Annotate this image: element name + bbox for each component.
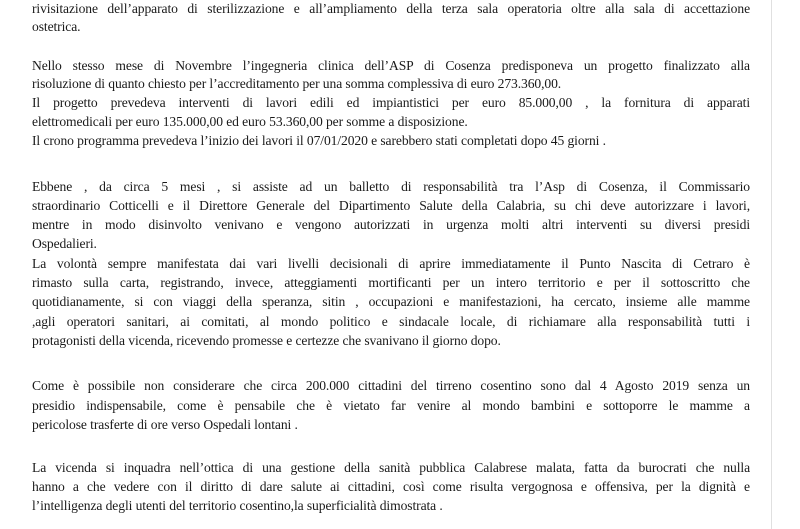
paragraph-3-line-1: Ebbene , da circa 5 mesi , si assiste ad un balletto di responsabilità tra l’Asp di Cosenza, il Commissario [32,179,750,194]
paragraph-1-line-1: rivisitazione dell’apparato di sterilizzazione e all’ampliamento della terza sala operatoria oltre alla sala di accettazione [32,1,750,16]
paragraph-3-line-6: rimasto sulla carta, registrando, invece, atteggiamenti mortificanti per un intero territorio e per il sottoscritto che [32,275,750,290]
paragraph-3-line-2: straordinario Cotticelli e il Direttore Generale del Dipartimento Salute della Calabria, su chi deve autorizzare i lavori, [32,198,750,213]
paragraph-5-line-3: l’intelligenza degli utenti del territorio cosentino,la superficialità dimostrata . [32,498,443,513]
paragraph-3-line-4: Ospedalieri. [32,236,97,251]
paragraph-3-line-3: mentre in modo disinvolto venivano e vengono autorizzati in urgenza molti altri interventi su diversi presidi [32,217,750,232]
paragraph-5-line-1: La vicenda si inquadra nell’ottica di una gestione della sanità pubblica Calabrese malata, fatta da burocrati che nulla [32,460,750,475]
paragraph-3-line-7: quotidianamente, si con viaggi della speranza, sitin , occupazioni e manifestazioni, ha cercato, insieme alle mamme [32,294,750,309]
paragraph-3-line-5: La volontà sempre manifestata dai vari livelli decisionali di aprire immediatamente il Punto Nascita di Cetraro è [32,256,750,271]
paragraph-2-line-4: elettromedicali per euro 135.000,00 ed euro 53.360,00 per somme a disposizione. [32,114,468,129]
paragraph-4-line-3: pericolose trasferte di ore verso Ospedali lontani . [32,417,298,432]
paragraph-4-line-2: presidio indispensabile, come è pensabile che è vietato far venire al mondo bambini e sottoporre le mamme a [32,398,750,413]
paragraph-5-line-2: hanno a che vedere con il diritto di dare salute ai cittadini, così come risulta vergognosa e offensiva, per la dignità e [32,479,750,494]
paragraph-2-line-5: Il crono programma prevedeva l’inizio dei lavori il 07/01/2020 e sarebbero stati completati dopo 45 giorni . [32,133,606,148]
paragraph-2-line-2: risoluzione di quanto chiesto per l’accreditamento per una somma complessiva di euro 273.360,00. [32,76,562,91]
paragraph-2-line-3: Il progetto prevedeva interventi di lavori edili ed impiantistici per euro 85.000,00 , la fornitura di apparati [32,95,750,110]
paragraph-2-line-1: Nello stesso mese di Novembre l’ingegneria clinica dell’ASP di Cosenza predisponeva un progetto finalizzato alla [32,58,750,73]
paragraph-4-line-1: Come è possibile non considerare che circa 200.000 cittadini del tirreno cosentino sono dal 4 Agosto 2019 senza un [32,378,750,393]
page-edge-divider [771,0,772,529]
paragraph-3-line-8: ,agli operatori sanitari, ai comitati, al mondo politico e sindacale locale, di richiamare alla responsabilità tutti i [32,314,750,329]
paragraph-1-line-2: ostetrica. [32,19,81,34]
paragraph-3-line-9: protagonisti della vicenda, ricevendo promesse e certezze che svanivano il giorno dopo. [32,333,501,348]
